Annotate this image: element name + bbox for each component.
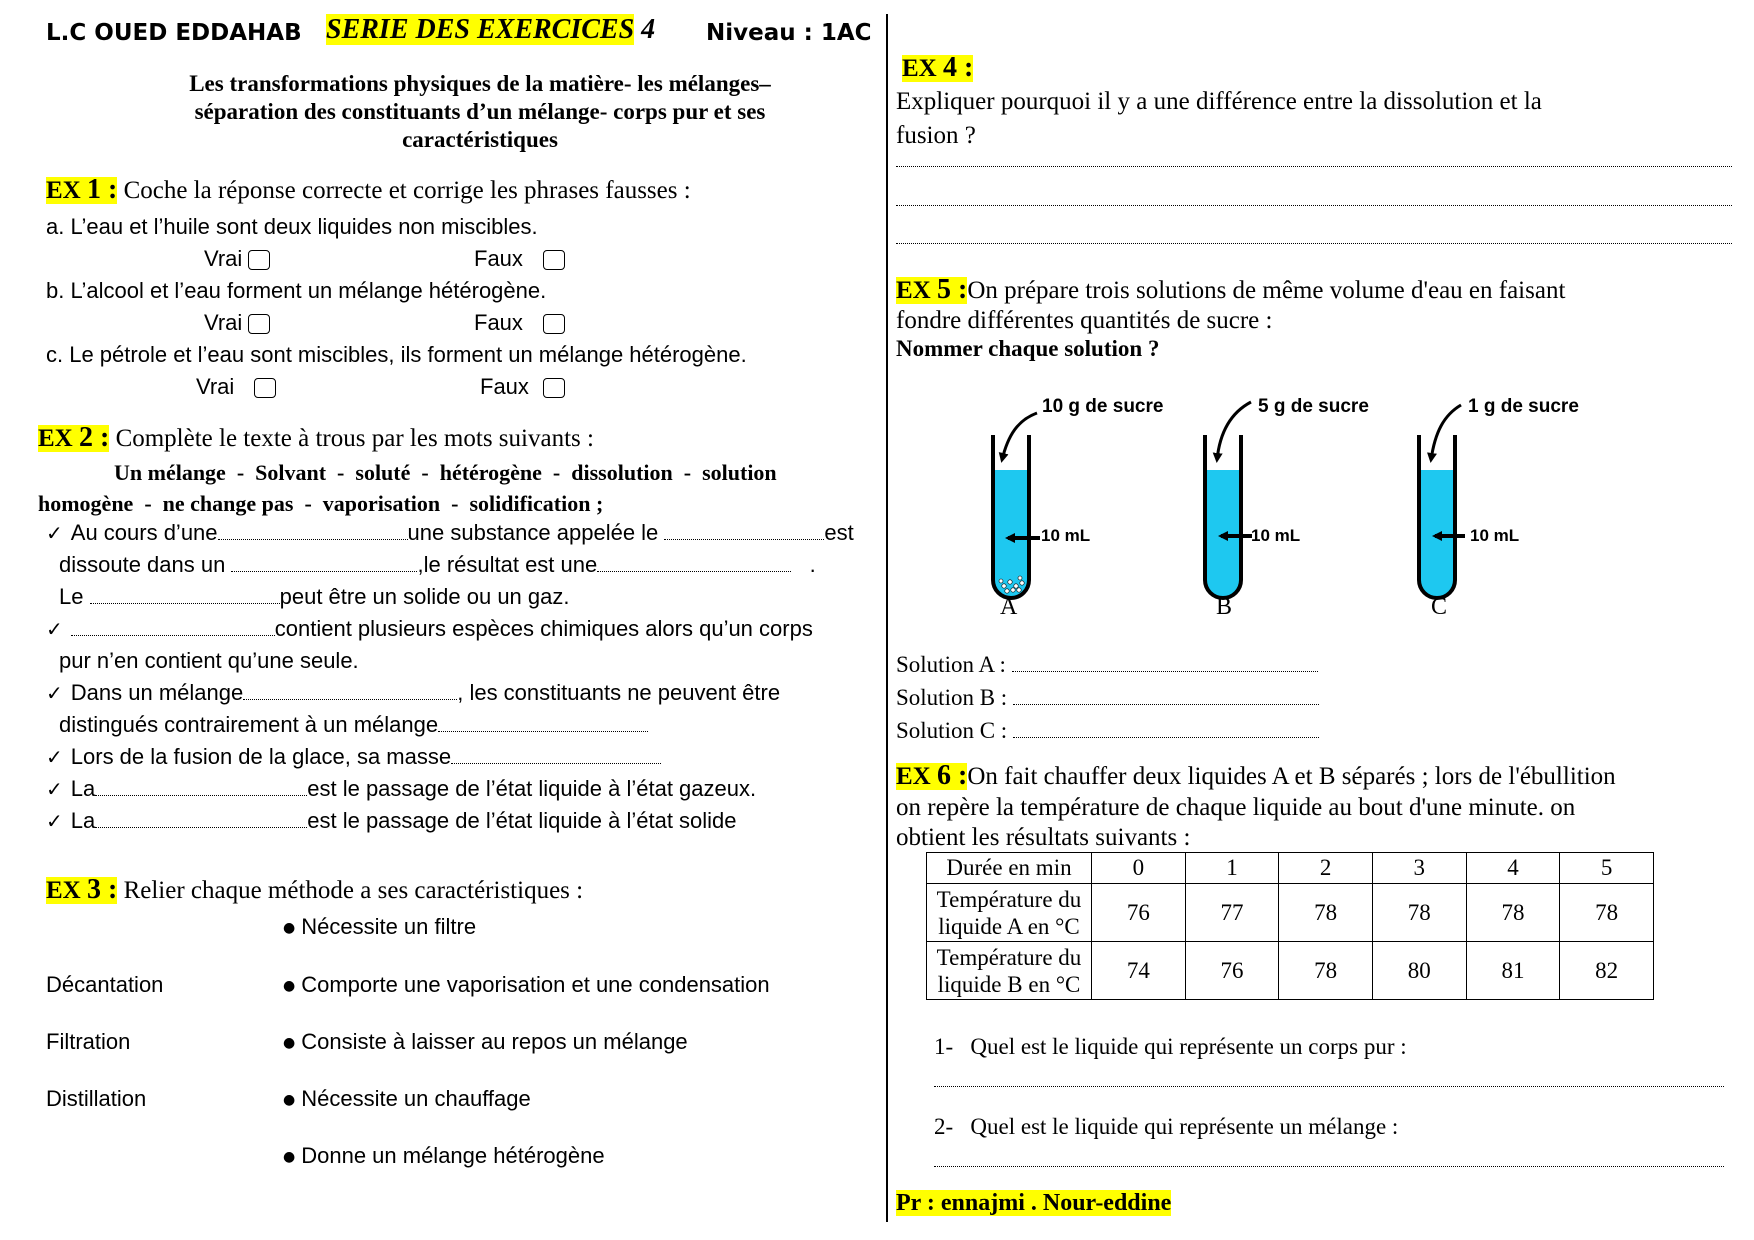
- ex5-intro-l1: On prépare trois solutions de même volume d'eau en faisant: [967, 277, 1566, 304]
- blank[interactable]: [1012, 657, 1318, 672]
- ex2-words-line2: homogène - ne change pas - vaporisation - solidification ;: [38, 491, 604, 516]
- table-row: [927, 884, 1654, 942]
- table-cell: 3: [1372, 853, 1466, 884]
- author: Pr : ennajmi . Nour-eddine: [896, 1190, 1172, 1216]
- blank[interactable]: [1013, 690, 1319, 705]
- ex5-heading: [896, 274, 1565, 306]
- table-header-cell: Température du liquide A en °C: [927, 884, 1092, 942]
- ex3-feature-1[interactable]: ● Nécessite un filtre: [283, 914, 477, 939]
- ex2-words-line1: Un mélange - Solvant - soluté - hétérogène - dissolution - solution: [114, 460, 777, 485]
- ex6-question-2: 2- Quel est le liquide qui représente un mélange :: [934, 1114, 1399, 1139]
- serie-title: [326, 14, 655, 46]
- ex1-heading: [46, 174, 691, 206]
- ex3-instruction: Relier chaque méthode a ses caractéristiques :: [123, 877, 584, 904]
- table-cell: 74: [1092, 942, 1186, 1000]
- ex3-method-decantation[interactable]: Décantation: [46, 972, 164, 997]
- table-cell: 78: [1466, 884, 1560, 942]
- results-table: [926, 852, 1654, 1000]
- school-name: L.C OUED EDDAHAB: [46, 20, 302, 46]
- bullet-dot-icon: ●: [283, 1035, 296, 1051]
- blank[interactable]: [95, 781, 307, 796]
- table-cell: 82: [1560, 942, 1654, 1000]
- checkbox[interactable]: [543, 378, 565, 398]
- ex4-question-l2: fusion ?: [896, 122, 976, 149]
- ex1-tag: EX 1 :: [46, 174, 118, 205]
- table-cell: 4: [1466, 853, 1560, 884]
- table-cell: 78: [1560, 884, 1654, 942]
- blank[interactable]: [451, 749, 661, 764]
- ex4-answer-line-2[interactable]: [896, 205, 1732, 206]
- ex2-line7: distingués contrairement à un mélange: [59, 712, 648, 738]
- ex6-tag: EX 6 :: [896, 760, 968, 791]
- ex2-line4: ✓ contient plusieurs espèces chimiques alors qu’un corps: [46, 616, 813, 641]
- check-icon: ✓: [46, 777, 63, 801]
- tube-b-volume: 10 mL: [1251, 526, 1301, 545]
- test-tubes-figure: [960, 390, 1660, 630]
- ex1-item-c: c. Le pétrole et l’eau sont miscibles, ils forment un mélange hétérogène.: [46, 342, 747, 367]
- ex1-b-true[interactable]: Vrai: [204, 310, 270, 336]
- blank[interactable]: [90, 589, 280, 604]
- tube-a-liquid: [993, 470, 1029, 598]
- ex2-line5: pur n’en contient qu’une seule.: [59, 648, 359, 673]
- ex4-question-l1: Expliquer pourquoi il y a une différence entre la dissolution et la: [896, 88, 1542, 115]
- ex1-a-false[interactable]: Faux: [474, 246, 565, 272]
- blank[interactable]: [438, 717, 648, 732]
- table-cell: 2: [1279, 853, 1373, 884]
- check-icon: ✓: [46, 745, 63, 769]
- check-icon: ✓: [46, 681, 63, 705]
- ex1-c-false[interactable]: Faux: [480, 374, 565, 400]
- table-cell: 78: [1279, 884, 1373, 942]
- blank[interactable]: [71, 621, 275, 636]
- table-row: [927, 942, 1654, 1000]
- tube-a-pour-arrow: [1002, 413, 1037, 460]
- tube-c-volume: 10 mL: [1470, 526, 1520, 545]
- ex2-tag: EX 2 :: [38, 422, 110, 453]
- blank[interactable]: [597, 557, 791, 572]
- ex6-intro-l2: on repère la température de chaque liquide au bout d'une minute. on: [896, 794, 1576, 821]
- tube-a-volume: 10 mL: [1041, 526, 1091, 545]
- tube-b-pour-arrow: [1217, 402, 1251, 460]
- table-cell: 5: [1560, 853, 1654, 884]
- table-cell: 81: [1466, 942, 1560, 1000]
- table-cell: 1: [1185, 853, 1279, 884]
- ex4-heading: [902, 52, 973, 84]
- ex1-a-true[interactable]: Vrai: [204, 246, 270, 272]
- table-cell: 77: [1185, 884, 1279, 942]
- serie-label: SERIE DES EXERCICES: [326, 14, 635, 45]
- level: Niveau : 1AC: [706, 20, 872, 46]
- table-header-cell: Température du liquide B en °C: [927, 942, 1092, 1000]
- ex4-answer-line-1[interactable]: [896, 166, 1732, 167]
- tube-c: [1419, 405, 1465, 598]
- solution-a-answer[interactable]: Solution A :: [896, 652, 1318, 678]
- ex3-feature-5[interactable]: ● Donne un mélange hétérogène: [283, 1143, 605, 1168]
- ex2-line9: ✓ La est le passage de l’état liquide à l’état gazeux.: [46, 776, 757, 801]
- table-cell: 78: [1279, 942, 1373, 1000]
- blank[interactable]: [218, 525, 408, 540]
- ex2-line6: ✓ Dans un mélange , les constituants ne peuvent être: [46, 680, 781, 705]
- checkbox[interactable]: [254, 378, 276, 398]
- checkbox[interactable]: [543, 314, 565, 334]
- ex6-intro-l3: obtient les résultats suivants :: [896, 824, 1191, 851]
- ex4-tag: EX 4 :: [902, 52, 974, 83]
- table-header-cell: Durée en min: [927, 853, 1092, 884]
- ex3-feature-3[interactable]: ● Consiste à laisser au repos un mélange: [283, 1029, 688, 1054]
- tube-b: [1205, 402, 1252, 598]
- checkbox[interactable]: [543, 250, 565, 270]
- ex2-instruction: Complète le texte à trous par les mots suivants :: [115, 425, 594, 452]
- ex6-question-1: 1- Quel est le liquide qui représente un corps pur :: [934, 1034, 1407, 1059]
- blank[interactable]: [231, 557, 417, 572]
- ex1-instruction: Coche la réponse correcte et corrige les phrases fausses :: [123, 177, 691, 204]
- tube-a: [993, 413, 1040, 598]
- ex2-line1: ✓ Au cours d’une une substance appelée le est: [46, 520, 854, 545]
- column-divider: [886, 14, 888, 1222]
- tube-a-letter: A: [1000, 594, 1018, 620]
- ex5-intro-l2: fondre différentes quantités de sucre :: [896, 307, 1273, 334]
- blank[interactable]: [243, 685, 457, 700]
- ex3-method-distillation[interactable]: Distillation: [46, 1086, 147, 1111]
- bullet-dot-icon: ●: [283, 920, 296, 936]
- tube-b-letter: B: [1216, 594, 1233, 620]
- ex3-feature-4[interactable]: ● Nécessite un chauffage: [283, 1086, 531, 1111]
- tube-a-label: 10 g de sucre: [1042, 396, 1164, 417]
- tube-c-letter: C: [1431, 594, 1448, 620]
- ex6-intro-l1: On fait chauffer deux liquides A et B séparés ; lors de l'ébullition: [967, 763, 1616, 790]
- ex1-item-a: a. L’eau et l’huile sont deux liquides non miscibles.: [46, 214, 538, 239]
- ex1-item-b: b. L’alcool et l’eau forment un mélange hétérogène.: [46, 278, 547, 303]
- solution-c-answer[interactable]: Solution C :: [896, 718, 1319, 744]
- ex3-heading: [46, 874, 583, 906]
- ex6-answer-line-1[interactable]: [934, 1086, 1724, 1087]
- table-row: [927, 853, 1654, 884]
- bullet-dot-icon: ●: [283, 1092, 296, 1108]
- checkbox[interactable]: [248, 250, 270, 270]
- ex3-feature-2[interactable]: ● Comporte une vaporisation et une condensation: [283, 972, 770, 997]
- ex5-tag: EX 5 :: [896, 274, 968, 305]
- table-cell: 80: [1372, 942, 1466, 1000]
- ex6-answer-line-2[interactable]: [934, 1166, 1724, 1167]
- checkbox[interactable]: [248, 314, 270, 334]
- table-cell: 76: [1092, 884, 1186, 942]
- ex2-line10: ✓ La est le passage de l’état liquide à l’état solide: [46, 808, 737, 833]
- ex1-b-false[interactable]: Faux: [474, 310, 565, 336]
- table-cell: 76: [1185, 942, 1279, 1000]
- check-icon: ✓: [46, 809, 63, 833]
- ex2-line8: ✓ Lors de la fusion de la glace, sa masse: [46, 744, 661, 770]
- ex4-answer-line-3[interactable]: [896, 243, 1732, 244]
- solution-b-answer[interactable]: Solution B :: [896, 685, 1319, 711]
- bullet-dot-icon: ●: [283, 978, 296, 994]
- blank[interactable]: [1013, 723, 1319, 738]
- ex2-line2: dissoute dans un ,le résultat est une .: [59, 552, 816, 577]
- ex2-line3: Le peut être un solide ou un gaz.: [59, 584, 570, 609]
- ex3-tag: EX 3 :: [46, 874, 118, 905]
- ex6-heading: [896, 760, 1616, 792]
- blank[interactable]: [664, 525, 824, 540]
- ex3-method-filtration[interactable]: Filtration: [46, 1029, 131, 1054]
- bullet-dot-icon: ●: [283, 1149, 296, 1165]
- ex2-heading: [38, 422, 594, 454]
- table-cell: 78: [1372, 884, 1466, 942]
- blank[interactable]: [95, 813, 307, 828]
- ex1-c-true[interactable]: Vrai: [196, 374, 276, 400]
- serie-number: 4: [641, 14, 656, 45]
- table-cell: 0: [1092, 853, 1186, 884]
- ex5-question: Nommer chaque solution ?: [896, 336, 1160, 361]
- tube-c-label: 1 g de sucre: [1468, 396, 1579, 417]
- check-icon: ✓: [46, 521, 63, 545]
- check-icon: ✓: [46, 617, 63, 641]
- page-title: Les transformations physiques de la matière- les mélanges– séparation des constituants d’un mélange- corps pur et ses caractéristiques: [189, 71, 771, 152]
- tube-b-label: 5 g de sucre: [1258, 396, 1369, 417]
